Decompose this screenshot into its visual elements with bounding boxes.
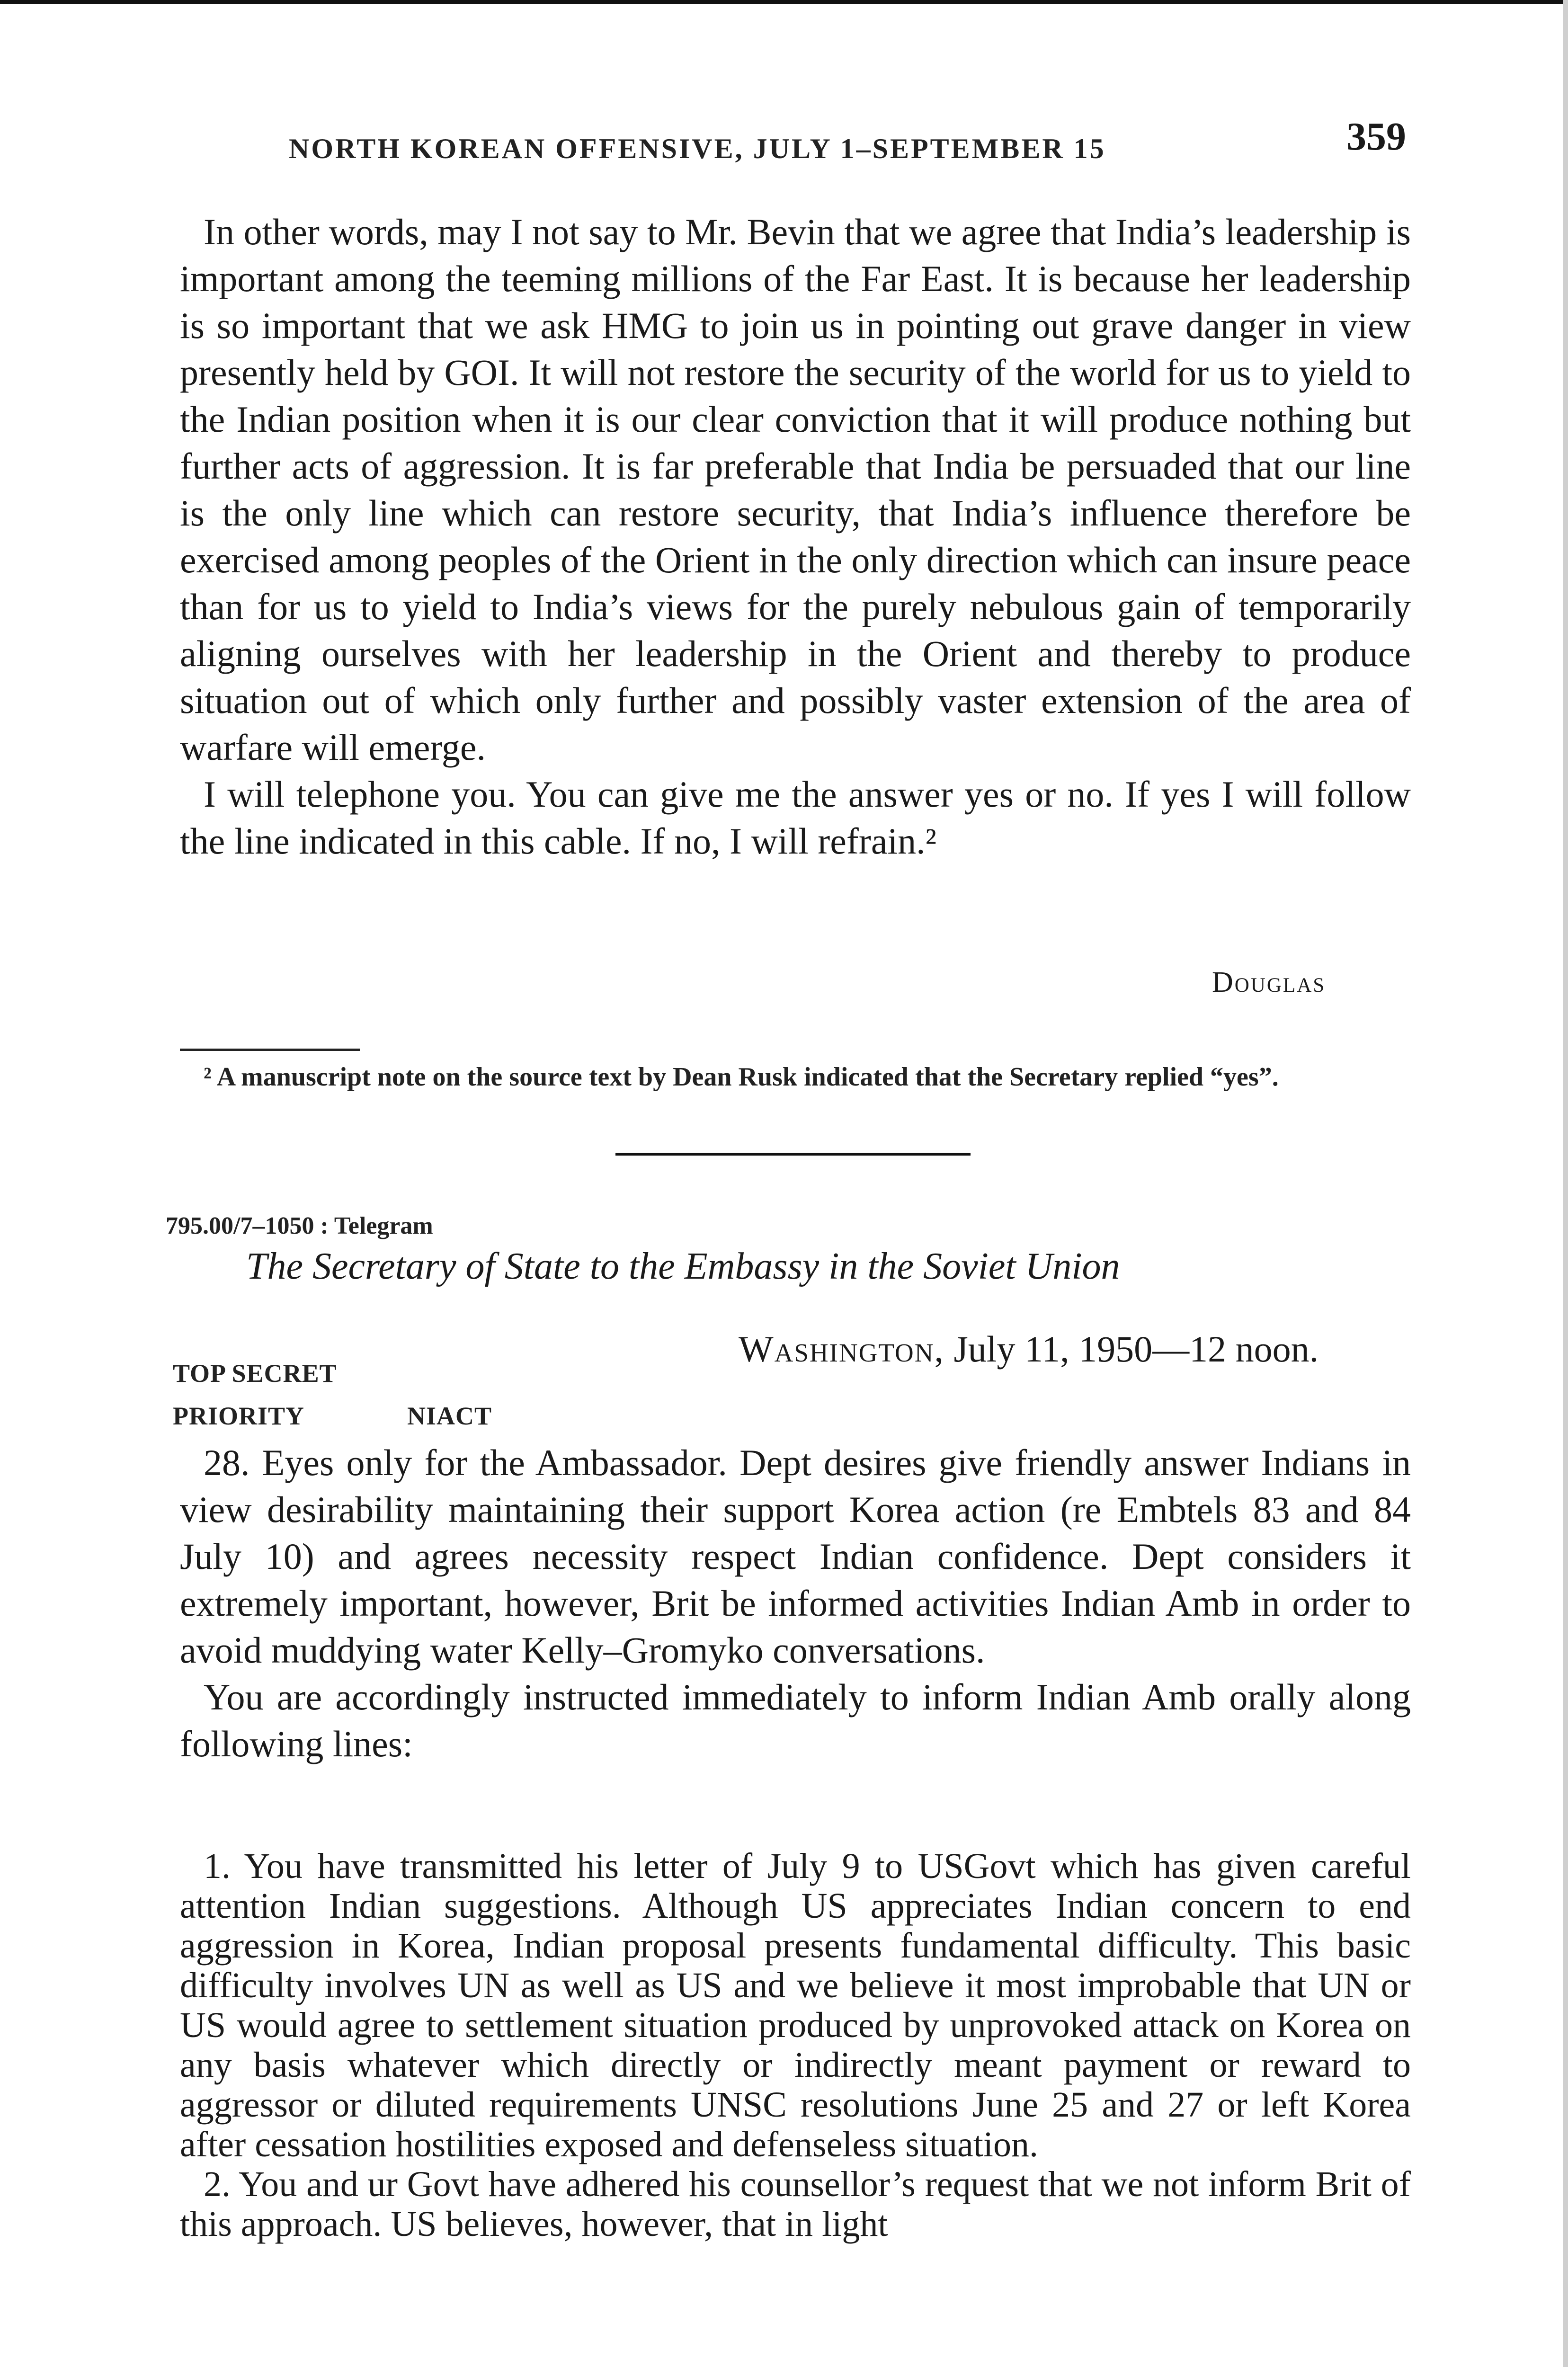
top-edge-rule — [0, 0, 1568, 4]
file-reference: 795.00/7–1050 : Telegram — [166, 1212, 433, 1239]
dateline-date: July 11, 1950—12 noon. — [944, 1328, 1319, 1370]
continued-letter-body — [180, 208, 1411, 864]
signature: Douglas — [1212, 966, 1326, 998]
running-head: NORTH KOREAN OFFENSIVE, JULY 1–SEPTEMBER 15 — [289, 133, 1106, 164]
page-edge-shadow — [1563, 0, 1568, 2367]
letter-paragraph: In other words, may I not say to Mr. Bevin that we agree that India’s leadership is important among the teeming millions of the Far East. It is because her leadership is so important that we ask HMG to join us in pointing out grave danger in view presently held by GOI. It will not restore the security of the world for us to yield to the Indian position when it is our clear conviction that it will produce nothing but further acts of aggression. It is far preferable that India be persuaded that our line is the only line which can restore security, that India’s influence therefore be exercised among peoples of the Orient in the only direction which can insure peace than for us to yield to India’s views for the purely nebulous gain of temporarily aligning ourselves with her leadership in the Orient and thereby to produce situation out of which only further and possibly vaster extension of the area of warfare will emerge. — [180, 211, 1411, 768]
numbered-point: 2. You and ur Govt have adhered his counsellor’s request that we not inform Brit of this approach. US believes, however, that in light — [180, 2164, 1411, 2244]
footnote-rule — [180, 1049, 360, 1051]
page-number: 359 — [1346, 115, 1406, 159]
footnote: ² A manuscript note on the source text by Dean Rusk indicated that the Secretary replied “yes”. — [204, 1062, 1279, 1092]
telegram-body — [180, 1439, 1411, 1767]
telegram-paragraph: You are accordingly instructed immediately to inform Indian Amb orally along following lines: — [180, 1676, 1411, 1764]
priority-marking: PRIORITY — [173, 1402, 305, 1430]
numbered-point: 1. You have transmitted his letter of July 9 to USGovt which has given careful attention Indian suggestions. Although US appreciates Indian concern to end aggression in Korea, Indian proposal presents fundamental difficulty. This basic difficulty involves UN as well as US and we believe it most improbable that UN or US would agree to settlement situation produced by unprovoked attack on Korea on any basis whatever which directly or indirectly meant payment or reward to aggressor or diluted requirements UNSC resolutions June 25 and 27 or left Korea after cessation hostilities exposed and defenseless situation. — [180, 1846, 1411, 2164]
classification-marking: TOP SECRET — [173, 1359, 337, 1388]
telegram-paragraph: 28. Eyes only for the Ambassador. Dept desires give friendly answer Indians in view desirability maintaining their support Korea action (re Embtels 83 and 84 July 10) and agrees necessity respect Indian confidence. Dept considers it extremely important, however, Brit be informed activities Indian Amb in order to avoid muddying water Kelly–Gromyko conversations. — [180, 1442, 1411, 1671]
dateline — [739, 1328, 1319, 1370]
page-header — [289, 114, 1406, 166]
niact-marking: NIACT — [407, 1402, 492, 1430]
document-title: The Secretary of State to the Embassy in the Soviet Union — [246, 1246, 1120, 1287]
numbered-points — [180, 1846, 1411, 2244]
document-separator — [615, 1153, 971, 1156]
dateline-place: Washington, — [739, 1328, 944, 1370]
letter-paragraph: I will telephone you. You can give me the answer yes or no. If yes I will follow the line indicated in this cable. If no, I will refrain.² — [180, 774, 1411, 862]
